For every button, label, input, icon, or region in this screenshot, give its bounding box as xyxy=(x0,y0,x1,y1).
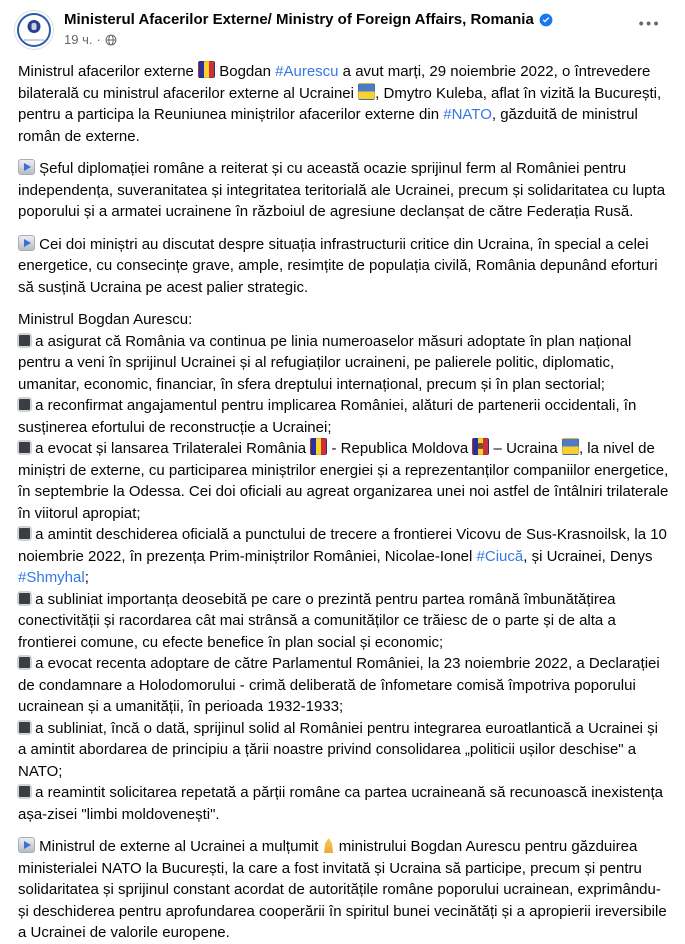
timestamp-separator: · xyxy=(96,32,101,47)
flag-ua-icon xyxy=(358,83,375,100)
square-icon xyxy=(18,592,31,605)
square-icon xyxy=(18,785,31,798)
post-paragraph: a reamintit solicitarea repetată a părții române ca partea ucraineană să recunoască inexistența așa-zisei "limbi moldovenești". xyxy=(18,784,664,823)
mae-logo-text-bar xyxy=(24,39,44,41)
post-paragraph: Ministrul de externe al Ucrainei a mulțumit ministrului Bogdan Aurescu pentru găzduirea ministerialei NATO la București, la care a fost invitată și Ucraina să participe, precum și pentru solidaritatea și sprijinul constant acordat de autoritățile române poporului ucrainean, exprimându-și deschiderea pentru aprofundarea cooperării în spiritul bunei vecinătăți și a apropierii ireversibile a Ucrainei de valorile europene. xyxy=(18,838,667,941)
post-text xyxy=(0,50,685,944)
globe-public-icon xyxy=(105,34,117,46)
post-paragraph: a evocat recenta adoptare de către Parlamentul României, la 23 noiembrie 2022, a Declarației de condamnare a Holodomorului - crimă deliberată de înfometare comisă împotriva poporului ucrainean și a umanității, în perioada 1932-1933; xyxy=(18,655,660,715)
hashtag-link[interactable]: #NATO xyxy=(443,106,492,123)
post-paragraph: Ministrul Bogdan Aurescu: xyxy=(18,311,193,328)
page-name-link[interactable]: Ministerul Afacerilor Externe/ Ministry of Foreign Affairs, Romania xyxy=(64,11,534,28)
post-paragraph: a reconfirmat angajamentul pentru implicarea României, alături de partenerii occidentali, în susținerea efortului de reconstrucție a Ucrainei; xyxy=(18,397,637,436)
hashtag-link[interactable]: #Aurescu xyxy=(275,63,339,80)
post-paragraph: a asigurat că România va continua pe linia numeroaselor măsuri adoptate în plan național pentru a veni în sprijinul Ucrainei și al refugiaților ucraineni, pe palierele politic, diplomatic, umanitar, economic, financiar, în sfera dreptului internațional, precum și în plan sectorial; xyxy=(18,332,632,393)
square-icon xyxy=(18,656,31,669)
square-icon xyxy=(18,398,31,411)
hashtag-link[interactable]: #Shmyhal xyxy=(18,569,85,586)
post-timestamp[interactable]: 19 ч. xyxy=(64,32,93,47)
header-meta xyxy=(64,10,631,47)
flag-md-icon xyxy=(472,438,489,455)
pray-icon xyxy=(323,838,335,853)
square-icon xyxy=(18,721,31,734)
flag-ro-icon xyxy=(310,438,327,455)
post-paragraph: Șeful diplomației române a reiterat și cu această ocazie sprijinul ferm al României pentru independența, suveranitatea și integritatea teritorială ale Ucrainei, precum și solidaritatea cu lupta poporului și a armatei ucrainene în războiul de agresiune declanșat de către Federația Rusă. xyxy=(18,160,666,220)
timestamp-row xyxy=(64,32,631,47)
page-avatar[interactable] xyxy=(14,10,54,50)
flag-ua-icon xyxy=(562,438,579,455)
post-paragraph: a subliniat importanța deosebită pe care o prezintă pentru partea română îmbunătățirea conectivității și racordarea cât mai strânsă a comunităților ce trăiesc de o parte și de alta a frontierei comune, cu efecte benefice în plan social și economic; xyxy=(18,590,616,651)
post-paragraph: a evocat și lansarea Trilateralei România - Republica Moldova – Ucraina , la nivel de miniștri de externe, cu participarea miniștrilor energiei și a reprezentanților companiilor energetice, în septembrie la Odessa. Cei doi oficiali au agreat organizarea unei noi astfel de întâlniri trilaterale în viitorul apropiat; xyxy=(18,440,669,522)
flag-ro-icon xyxy=(198,61,215,78)
play-icon xyxy=(18,159,35,175)
mae-logo-emblem xyxy=(28,20,41,33)
post-options-button[interactable]: ••• xyxy=(638,15,661,31)
square-icon xyxy=(18,441,31,454)
post-header xyxy=(0,0,685,50)
square-icon xyxy=(18,527,31,540)
play-icon xyxy=(18,235,35,251)
square-icon xyxy=(18,334,31,347)
post-paragraph: a amintit deschiderea oficială a punctului de trecere a frontierei Vicovu de Sus-Krasnoilsk, la 10 noiembrie 2022, în prezența Prim-miniștrilor României, Nicolae-Ionel #Ciucă, și Ucrainei, Denys #Shmyhal; xyxy=(18,526,667,586)
page-name-row xyxy=(64,10,631,30)
post-paragraph: Ministrul afacerilor externe Bogdan #Aurescu a avut marți, 29 noiembrie 2022, o întrevedere bilaterală cu ministrul afacerilor externe al Ucrainei , Dmytro Kuleba, aflat în vizită la București, pentru a participa la Reuniunea miniștrilor afacerilor externe din #NATO, găzduită de ministrul român de externe. xyxy=(18,63,662,145)
hashtag-link[interactable]: #Ciucă xyxy=(476,547,524,565)
post-paragraph: a subliniat, încă o dată, sprijinul solid al României pentru integrarea euroatlantică a Ucrainei și a amintit abordarea de principiu a țării noastre privind consolidarea „politicii ușilor deschise" a NATO; xyxy=(18,719,659,780)
play-icon xyxy=(18,837,35,853)
verified-badge-icon xyxy=(539,13,553,27)
post-paragraph: Cei doi miniștri au discutat despre situația infrastructurii critice din Ucraina, în special a celei energetice, cu consecințe grave, ample, resimțite de populația civilă, România depunând eforturi să susțină Ucraina pe acest palier strategic. xyxy=(18,235,658,296)
